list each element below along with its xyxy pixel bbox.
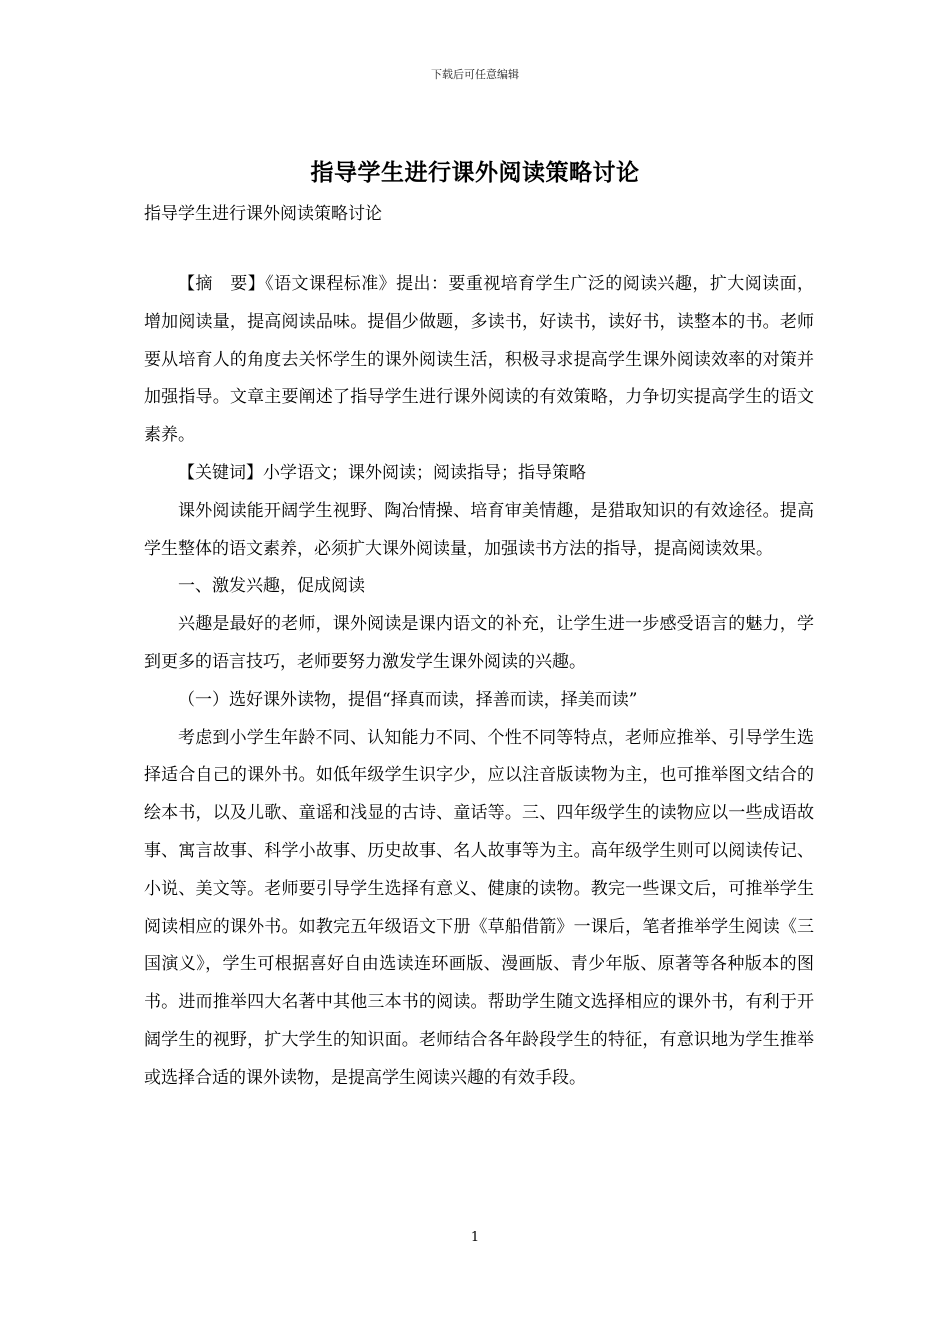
page-number: 1 <box>470 1230 480 1245</box>
document-body <box>144 266 814 1098</box>
paragraph-intro: 课外阅读能开阔学生视野、陶冶情操、培育审美情趣，是猎取知识的有效途径。提高学生整体的语文素养，必须扩大课外阅读量，加强读书方法的指导，提高阅读效果。 <box>144 500 814 559</box>
paragraph-interest: 兴趣是最好的老师，课外阅读是课内语文的补充，让学生进一步感受语言的魅力，学到更多的语言技巧，老师要努力激发学生课外阅读的兴趣。 <box>144 614 814 672</box>
document-subtitle: 指导学生进行课外阅读策略讨论 <box>144 204 382 224</box>
subsection-heading-1: （一）选好课外读物，提倡“择真而读，择善而读，择美而读” <box>178 689 638 710</box>
paragraph-reading-selection: 考虑到小学生年龄不同、认知能力不同、个性不同等特点，老师应推举、引导学生选择适合自己的课外书。如低年级学生识字少，应以注音版读物为主，也可推举图文结合的绘本书，以及儿歌、童谣和浅显的古诗、童话等。三、四年级学生的读物应以一些成语故事、寓言故事、科学小故事、历史故事、名人故事等为主。高年级学生则可以阅读传记、小说、美文等。老师要引导学生选择有意义、健康的读物。教完一些课文后，可推举学生阅读相应的课外书。如教完五年级语文下册《草船借箭》一课后，笔者推举学生阅读《三国演义》，学生可根据喜好自由选读连环画版、漫画版、青少年版、原著等各种版本的图书。进而推举四大名著中其他三本书的阅读。帮助学生随文选择相应的课外书，有利于开阔学生的视野，扩大学生的知识面。老师结合各年龄段学生的特征，有意识地为学生推举或选择合适的课外读物，是提高学生阅读兴趣的有效手段。 <box>144 727 814 1088</box>
paragraph-abstract: 【摘 要】《语文课程标准》提出：要重视培育学生广泛的阅读兴趣，扩大阅读面，增加阅读量，提高阅读品味。提倡少做题，多读书，好读书，读好书，读整本的书。老师要从培育人的角度去关怀学生的课外阅读生活，积极寻求提高学生课外阅读效率的对策并加强指导。文章主要阐述了指导学生进行课外阅读的有效策略，力争切实提高学生的语文素养。 <box>144 274 814 446</box>
section-heading-1: 一、激发兴趣，促成阅读 <box>178 576 365 597</box>
paragraph-keywords: 【关键词】小学语文；课外阅读；阅读指导；指导策略 <box>178 462 586 483</box>
header-note: 下载后可任意编辑 <box>431 68 519 81</box>
document-title: 指导学生进行课外阅读策略讨论 <box>310 159 640 186</box>
